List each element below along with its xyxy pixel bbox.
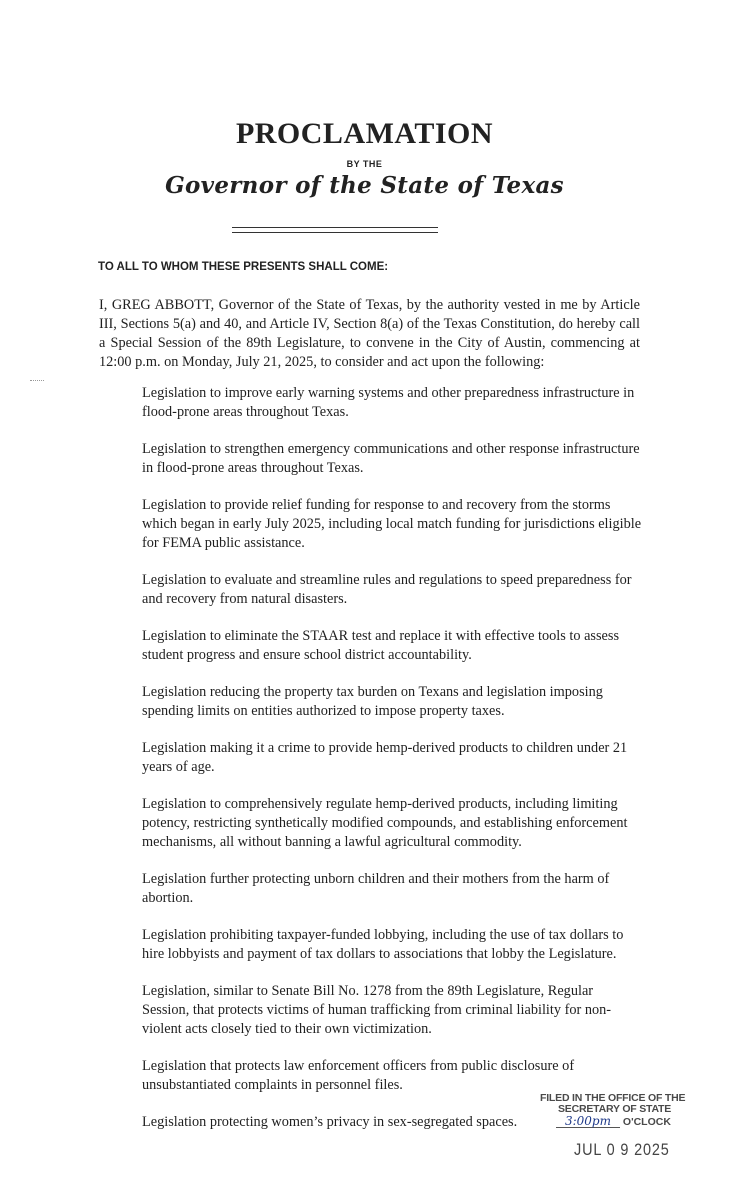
list-item: Legislation that protects law enforcement officers from public disclosure of unsubstantiated complaints in personnel files. — [142, 1058, 575, 1093]
stamp-office-line: FILED IN THE OFFICE OF THE — [540, 1092, 686, 1104]
document-title: PROCLAMATION — [235, 117, 494, 150]
legislation-list — [142, 384, 642, 1150]
header-divider-bottom — [232, 232, 438, 233]
list-item: Legislation to provide relief funding for response to and recovery from the storms which began in early July 2025, including local match funding for jurisdictions eligible for FEMA public assistance. — [142, 497, 642, 551]
list-item: Legislation, similar to Senate Bill No. 1278 from the 89th Legislature, Regular Session, that protects victims of human trafficking from criminal liability for non-violent acts closely tied to their own victimization. — [142, 983, 612, 1037]
stamp-date: JUL 0 9 2025 — [574, 1140, 670, 1159]
stamp-secretary-line: SECRETARY OF STATE — [558, 1103, 672, 1115]
list-item: Legislation making it a crime to provide hemp-derived products to children under 21 years of age. — [142, 740, 628, 775]
list-item: Legislation to eliminate the STAAR test and replace it with effective tools to assess student progress and ensure school district accountability. — [142, 628, 620, 663]
filing-stamp — [540, 1093, 700, 1128]
stamp-oclock: O'CLOCK — [622, 1116, 671, 1128]
intro-paragraph: I, GREG ABBOTT, Governor of the State of Texas, by the authority vested in me by Article III, Sections 5(a) and 40, and Article IV, Section 8(a) of the Texas Constitution, do hereby call a Special Session of the 89th Legislature, to convene in the City of Austin, commencing at 12:00 p.m. on Monday, July 21, 2025, to consider and act upon the following: — [99, 297, 640, 370]
list-item: Legislation reducing the property tax burden on Texans and legislation imposing spending limits on entities authorized to impose property taxes. — [142, 684, 603, 719]
list-item: Legislation to evaluate and streamline rules and regulations to speed preparedness for and recovery from natural disasters. — [142, 572, 632, 607]
list-item: Legislation to strengthen emergency communications and other response infrastructure in flood-prone areas throughout Texas. — [142, 441, 640, 476]
header-divider-top — [232, 227, 438, 228]
stamp-handwritten-time: 3:00pm — [556, 1115, 620, 1128]
list-item: Legislation prohibiting taxpayer-funded lobbying, including the use of tax dollars to hire lobbyists and payment of tax dollars to associations that lobby the Legislature. — [142, 927, 624, 962]
document-subtitle: Governor of the State of Texas — [165, 172, 564, 199]
list-item: Legislation to comprehensively regulate hemp-derived products, including limiting potency, restricting synthetically modified compounds, and establishing enforcement mechanisms, all without banning a lawful agricultural commodity. — [142, 796, 628, 850]
scan-artifact — [30, 380, 44, 382]
salutation: TO ALL TO WHOM THESE PRESENTS SHALL COME: — [98, 261, 389, 273]
list-item: Legislation protecting women’s privacy in sex-segregated spaces. — [142, 1114, 518, 1130]
list-item: Legislation further protecting unborn children and their mothers from the harm of abortion. — [142, 871, 610, 906]
document-byline: BY THE — [346, 159, 383, 169]
list-item: Legislation to improve early warning systems and other preparedness infrastructure in flood-prone areas throughout Texas. — [142, 385, 635, 420]
stamp-time-row — [540, 1115, 700, 1128]
